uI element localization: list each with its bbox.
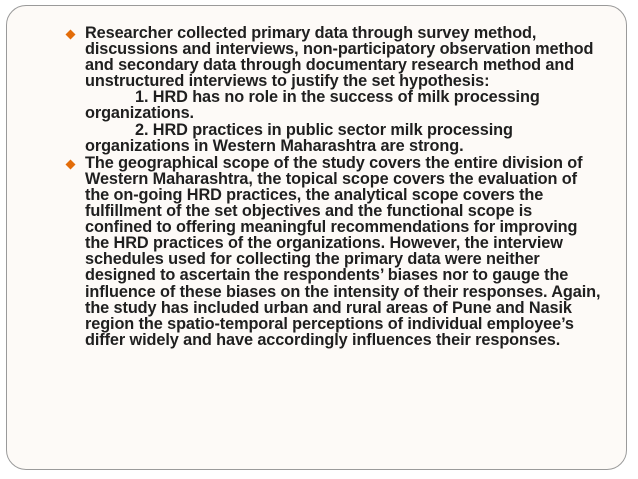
- bullet-text-methodology: Researcher collected primary data through survey method, discussions and interviews, non-participatory observation method and secondary data through documentary research method and unstructured interviews to justify the set hypothesis:: [85, 24, 594, 91]
- bullet-item-scope: [63, 155, 603, 348]
- bullet-item-methodology: [63, 25, 603, 154]
- diamond-bullet-icon: [65, 159, 76, 170]
- hypothesis-1: 1. HRD has no role in the success of milk processing organizations.: [85, 88, 540, 123]
- diamond-bullet-icon: [65, 29, 76, 40]
- bullet-text-scope: The geographical scope of the study covers the entire division of Western Maharashtra, the topical scope covers the evaluation of the on-going HRD practices, the analytical scope covers the fulfillment of the set objectives and the functional scope is confined to offering meaningful recommendations for improving the HRD practices of the organizations. However, the interview schedules used for collecting the primary data were neither designed to ascertain the respondents’ biases nor to gauge the influence of these biases on the intensity of their responses. Again, the study has included urban and rural areas of Pune and Nasik region the spatio-temporal perceptions of individual employee’s differ widely and have accordingly influences their responses.: [85, 153, 601, 349]
- slide-frame: [6, 5, 627, 470]
- slide-content: [63, 25, 603, 348]
- hypothesis-2: 2. HRD practices in public sector milk processing organizations in Western Maharashtra are strong.: [85, 120, 513, 155]
